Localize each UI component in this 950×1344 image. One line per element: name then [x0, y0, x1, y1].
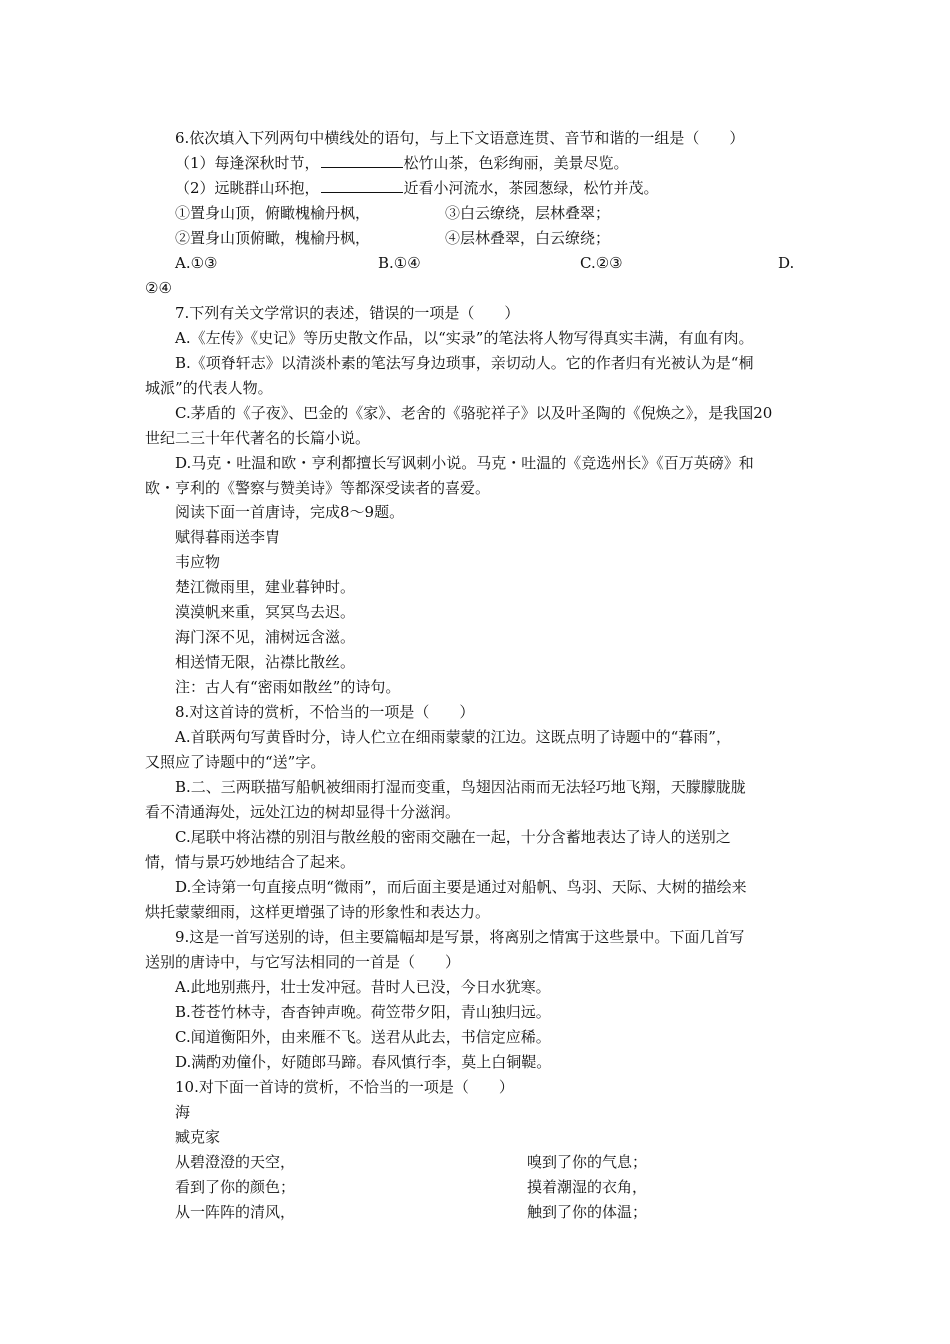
q6-s1-tail: 松竹山茶，色彩绚丽，美景尽览。	[403, 154, 629, 172]
q6-choice-a: A.①③	[175, 254, 218, 272]
q7-option-b: B.《项脊轩志》以清淡朴素的笔法写身边琐事，亲切动人。它的作者归有光被认为是“桐	[175, 354, 754, 372]
poem-line-1: 楚江微雨里，建业暮钟时。	[175, 578, 356, 596]
q9-option-b: B.苍苍竹林寺，杳杳钟声晚。荷笠带夕阳，青山独归远。	[175, 1003, 551, 1021]
q6-option-3: ③白云缭绕，层林叠翠；	[445, 204, 611, 222]
q6-choice-b: B.①④	[378, 254, 421, 272]
poem2-title: 海	[175, 1103, 191, 1121]
q8-option-a: A.首联两句写黄昏时分，诗人伫立在细雨蒙蒙的江边。这既点明了诗题中的“暮雨”，	[175, 728, 731, 746]
reading-intro: 阅读下面一首唐诗，完成8～9题。	[175, 503, 405, 521]
q6-stem: 6.依次填入下列两句中横线处的语句，与上下文语意连贯、音节和谐的一组是（ ）	[175, 129, 745, 147]
q7-option-b-cont: 城派”的代表人物。	[145, 379, 273, 397]
q9-stem: 9.这是一首写送别的诗，但主要篇幅却是写景，将离别之情寓于这些景中。下面几首写	[175, 928, 745, 946]
q6-blank-2	[321, 178, 403, 193]
poem2-line-3b: 触到了你的体温；	[527, 1203, 648, 1221]
poem-line-2: 漠漠帆来重，冥冥鸟去迟。	[175, 603, 356, 621]
poem2-line-1b: 嗅到了你的气息；	[527, 1153, 648, 1171]
poem-title: 赋得暮雨送李胄	[175, 528, 281, 546]
q7-option-d-cont: 欧・亨利的《警察与赞美诗》等都深受读者的喜爱。	[145, 479, 491, 497]
q6-s1-head: （1）每逢深秋时节，	[175, 154, 320, 172]
q7-option-a: A.《左传》《史记》等历史散文作品，以“实录”的笔法将人物写得真实丰满，有血有肉。	[175, 329, 754, 347]
q6-choice-c: C.②③	[580, 254, 623, 272]
poem2-line-3a: 从一阵阵的清风，	[175, 1203, 296, 1221]
poem2-line-2b: 摸着潮湿的衣角，	[527, 1178, 648, 1196]
q6-sentence-1	[175, 151, 629, 176]
q8-option-c-cont: 情，情与景巧妙地结合了起来。	[145, 853, 356, 871]
poem-note: 注：古人有“密雨如散丝”的诗句。	[175, 678, 401, 696]
q8-option-a-cont: 又照应了诗题中的“送”字。	[145, 753, 326, 771]
q8-option-d: D.全诗第一句直接点明“微雨”，而后面主要是通过对船帆、鸟羽、天际、大树的描绘来	[175, 878, 747, 896]
q8-option-d-cont: 烘托蒙蒙细雨，这样更增强了诗的形象性和表达力。	[145, 903, 491, 921]
q8-option-b-cont: 看不清通海处，远处江边的树却显得十分滋润。	[145, 803, 461, 821]
q10-stem: 10.对下面一首诗的赏析，不恰当的一项是（ ）	[175, 1078, 514, 1096]
q8-stem: 8.对这首诗的赏析，不恰当的一项是（ ）	[175, 703, 475, 721]
q9-option-d: D.满酌劝僮仆，好随郎马蹄。春风慎行李，莫上白铜鞮。	[175, 1053, 552, 1071]
q8-option-b: B.二、三两联描写船帆被细雨打湿而变重，鸟翅因沾雨而无法轻巧地飞翔，天朦朦胧胧	[175, 778, 746, 796]
q9-stem-cont: 送别的唐诗中，与它写法相同的一首是（ ）	[145, 953, 461, 971]
q9-option-a: A.此地别燕丹，壮士发冲冠。昔时人已没，今日水犹寒。	[175, 978, 551, 996]
q8-option-c: C.尾联中将沾襟的别泪与散丝般的密雨交融在一起，十分含蓄地表达了诗人的送别之	[175, 828, 731, 846]
q6-s2-tail: 近看小河流水，茶园葱绿，松竹并茂。	[403, 179, 659, 197]
poem-line-4: 相送情无限，沾襟比散丝。	[175, 653, 356, 671]
q6-option-1: ①置身山顶，俯瞰槐榆丹枫，	[175, 204, 371, 222]
poem-line-3: 海门深不见，浦树远含滋。	[175, 628, 356, 646]
q7-option-d: D.马克・吐温和欧・亨利都擅长写讽刺小说。马克・吐温的《竞选州长》《百万英磅》和	[175, 454, 754, 472]
poem2-author: 臧克家	[175, 1128, 221, 1146]
q6-choice-d-cont: ②④	[145, 279, 172, 297]
q7-stem: 7.下列有关文学常识的表述，错误的一项是（ ）	[175, 304, 520, 322]
poem2-line-2a: 看到了你的颜色；	[175, 1178, 296, 1196]
q9-option-c: C.闻道衡阳外，由来雁不飞。送君从此去，书信定应稀。	[175, 1028, 551, 1046]
poem2-line-1a: 从碧澄澄的天空，	[175, 1153, 296, 1171]
q7-option-c-cont: 世纪二三十年代著名的长篇小说。	[145, 429, 371, 447]
q6-sentence-2	[175, 176, 659, 201]
q6-option-4: ④层林叠翠，白云缭绕；	[445, 229, 611, 247]
q6-choice-d: D.	[778, 254, 795, 272]
q6-s2-head: （2）远眺群山环抱，	[175, 179, 320, 197]
q6-option-2: ②置身山顶俯瞰，槐榆丹枫，	[175, 229, 371, 247]
q6-blank-1	[321, 153, 403, 168]
poem-author: 韦应物	[175, 553, 221, 571]
q7-option-c: C.茅盾的《子夜》、巴金的《家》、老舍的《骆驼祥子》以及叶圣陶的《倪焕之》，是我国20	[175, 404, 773, 422]
